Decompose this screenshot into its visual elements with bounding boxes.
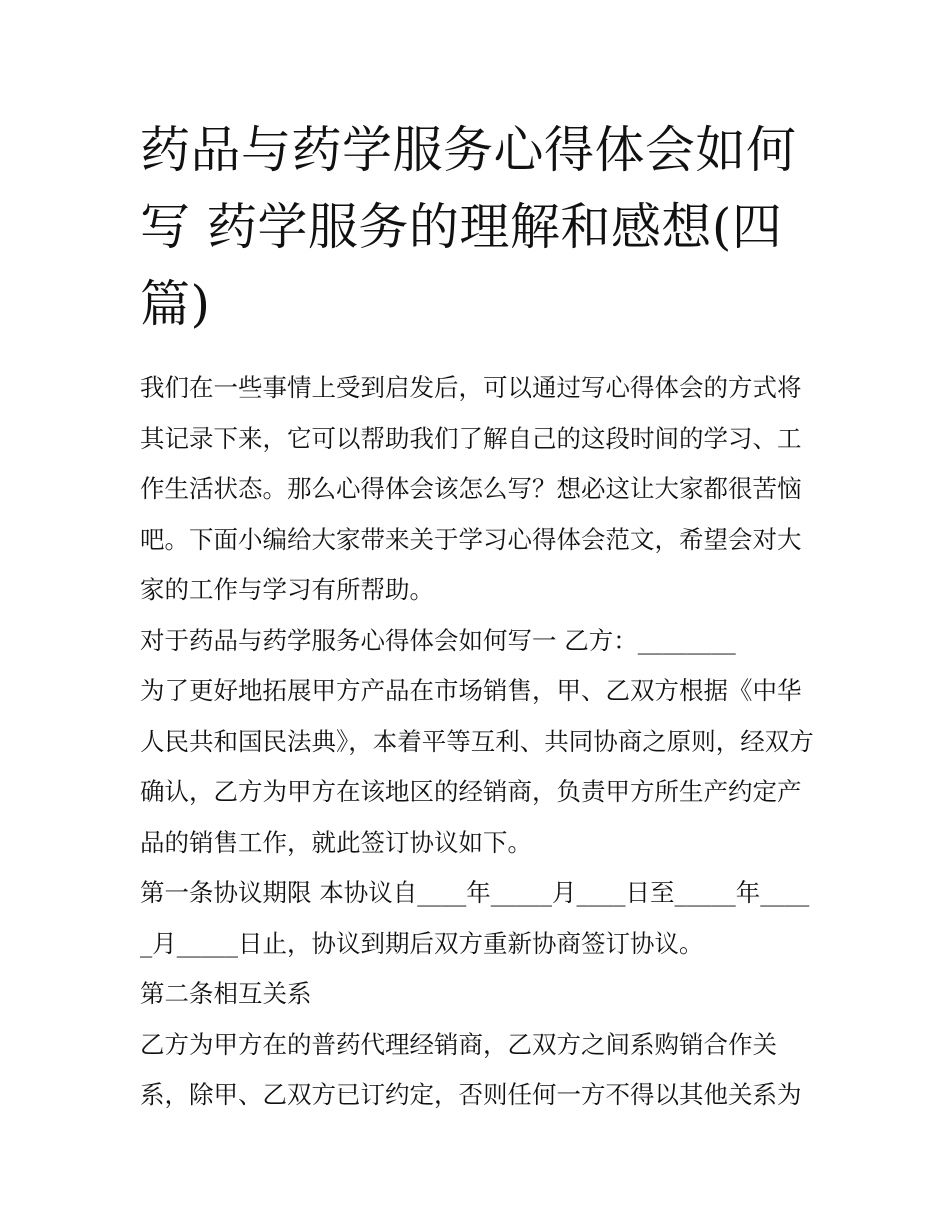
paragraph-article-1: 第一条协议期限 本协议自____年_____月____日至_____年_____月_____日止，协议到期后双方重新协商签订协议。 <box>140 878 810 958</box>
paragraph-article-2-heading: 第二条相互关系 <box>140 979 312 1008</box>
paragraph-intro: 我们在一些事情上受到启发后，可以通过写心得体会的方式将其记录下来，它可以帮助我们了解自己的这段时间的学习、工作生活状态。那么心得体会该怎么写？想必这让大家都很苦恼吧。下面小编给大家带来关于学习心得体会范文，希望会对大家的工作与学习有所帮助。 <box>140 373 802 604</box>
paragraph-party-b: 对于药品与药学服务心得体会如何写一 乙方：________ <box>140 625 736 655</box>
paragraph-article-2-body: 乙方为甲方在的普药代理经销商，乙双方之间系购销合作关系，除甲、乙双方已订约定，否则任何一方不得以其他关系为 <box>140 1029 802 1109</box>
document-title: 药品与药学服务心得体会如何写 药学服务的理解和感想(四篇) <box>140 121 797 333</box>
paragraph-purpose: 为了更好地拓展甲方产品在市场销售，甲、乙双方根据《中华人民共和国民法典》，本着平等互利、共同协商之原则，经双方确认，乙方为甲方在该地区的经销商，负责甲方所生产约定产品的销售工作，就此签订协议如下。 <box>140 676 814 857</box>
document-page <box>140 112 820 1121</box>
